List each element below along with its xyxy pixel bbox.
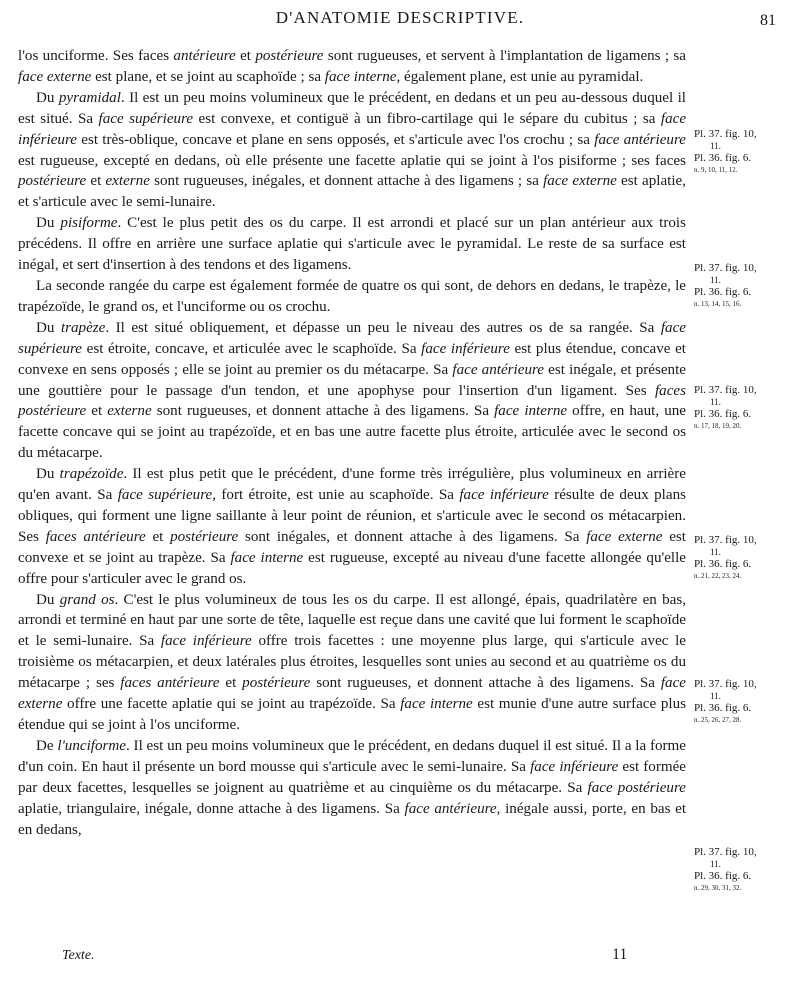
italic-term: postérieure	[18, 173, 87, 190]
text-run: Du	[36, 466, 60, 483]
page-number: 81	[760, 12, 776, 29]
signature-mark: 11	[612, 946, 628, 963]
text-run: et	[235, 48, 256, 64]
text-run: est convexe et se joint au trapèze. Sa	[18, 528, 686, 566]
paragraph	[18, 590, 686, 736]
margin-reference: Pl. 37. fig. 10, 11. Pl. 36. fig. 6. n. 29, 30, 31, 32.	[694, 846, 757, 892]
italic-term: externe	[107, 403, 152, 420]
margin-reference: Pl. 37. fig. 10, 11. Pl. 36. fig. 6. n. 9, 10, 11, 12.	[694, 128, 757, 174]
text-run: est étroite, concave, et articulée avec le scaphoïde. Sa	[82, 340, 422, 357]
text-run: Du	[36, 89, 59, 106]
italic-term: postérieure	[255, 48, 324, 64]
italic-term: face inférieure	[160, 633, 252, 650]
italic-term: pyramidal	[58, 89, 121, 106]
text-run: est plane, et se joint au scaphoïde ; sa	[91, 68, 325, 85]
margin-reference: Pl. 37. fig. 10, 11. Pl. 36. fig. 6. n. 17, 18, 19, 20.	[694, 384, 757, 430]
italic-term: face inférieure	[421, 340, 510, 357]
italic-term: face externe	[586, 528, 663, 545]
italic-term: face supérieure	[18, 319, 686, 357]
italic-term: face postérieure	[587, 779, 686, 796]
text-run: . Il est situé obliquement, et dépasse un peu le niveau des autres os de sa rangée. Sa	[105, 319, 661, 336]
italic-term: face interne	[230, 549, 304, 566]
text-run: Du	[36, 215, 61, 232]
paragraph	[18, 276, 686, 318]
text-run: sont rugueuses, et servent à l'implantation de ligamens ; sa	[323, 48, 686, 64]
italic-term: face inférieure	[530, 758, 619, 775]
text-run: est formée par deux facettes, lesquelles se joignent au quatrième et au cinquième os du métacarpe. Sa	[18, 758, 686, 796]
paragraph	[18, 318, 686, 464]
margin-reference: Pl. 37. fig. 10, 11. Pl. 36. fig. 6. n. 13, 14, 15, 16.	[694, 262, 757, 308]
running-title: D'ANATOMIE DESCRIPTIVE.	[275, 8, 525, 27]
text-run: est rugueuse, excepté au niveau d'une facette allongée qu'elle offre pour s'articuler avec le grand os.	[18, 549, 687, 587]
italic-term: faces antérieure	[45, 528, 146, 545]
text-run: l'os unciforme. Ses faces	[18, 48, 174, 64]
text-run: sont rugueuses, et donnent attache à des ligamens. Sa	[151, 403, 495, 420]
footer-label: Texte.	[62, 948, 95, 963]
italic-term: l'unciforme	[57, 737, 126, 754]
text-run: , fort étroite, est unie au scaphoïde. Sa	[212, 487, 460, 504]
italic-term: postérieure	[242, 675, 311, 692]
text-run: sont inégales, et donnent attache à des ligamens. Sa	[238, 528, 587, 545]
italic-term: face inférieure	[459, 487, 549, 504]
text-run: Du	[36, 591, 60, 608]
italic-term: antérieure	[173, 48, 236, 64]
italic-term: faces postérieure	[18, 382, 686, 420]
italic-term: face interne	[324, 68, 397, 85]
text-run: et	[86, 173, 106, 190]
text-run: Du	[36, 319, 61, 336]
italic-term: face supérieure	[98, 110, 194, 127]
text-run: De	[36, 737, 58, 754]
italic-term: trapézoïde	[59, 466, 124, 483]
text-run: est munie d'une autre surface plus étendue qui se joint à l'os unciforme.	[18, 696, 686, 733]
italic-term: face externe	[18, 675, 686, 713]
paragraph	[18, 46, 686, 88]
margin-reference: Pl. 37. fig. 10, 11. Pl. 36. fig. 6. n. 21, 22, 23, 24.	[694, 534, 757, 580]
text-run: est convexe, et contiguë à un fibro-cartilage qui le sépare du cubitus ; sa	[193, 110, 661, 127]
italic-term: faces antérieure	[120, 675, 220, 692]
italic-term: face antérieure	[452, 361, 544, 378]
italic-term: face interne	[400, 696, 473, 713]
text-run: est rugueuse, excepté en dedans, où elle présente une facette aplatie qui se joint à l'os pisiforme ; ses faces	[18, 152, 686, 169]
margin-reference: Pl. 37. fig. 10, 11. Pl. 36. fig. 6. n. 25, 26, 27, 28.	[694, 678, 757, 724]
text-run: et	[86, 403, 108, 420]
text-run: et	[219, 675, 243, 692]
paragraph	[18, 213, 686, 276]
paragraph	[18, 464, 686, 589]
italic-term: trapèze	[60, 319, 106, 336]
italic-term: face externe	[543, 173, 617, 190]
paragraph	[18, 736, 686, 841]
text-run: est plus étendue, concave et convexe en sens opposés ; elle se joint au premier os du métacarpe. Sa	[18, 340, 687, 378]
text-run: , également plane, est unie au pyramidal.	[396, 68, 644, 85]
text-run: offre, en haut, une facette concave qui se joint au trapézoïde, et en bas une autre facette plus étroite, articulée avec le second os du métacarpe.	[18, 403, 686, 462]
italic-term: face inférieure	[18, 110, 687, 148]
italic-term: face interne	[494, 403, 568, 420]
italic-term: postérieure	[170, 528, 239, 545]
text-run: . Il est un peu moins volumineux que le précédent, en dedans duquel il est situé. Il a la forme d'un coin. En haut il présente un bord mousse qui s'articule avec le semi-lunaire. Sa	[18, 737, 686, 775]
text-run: offre trois facettes : une moyenne plus large, qui s'articule avec le troisième os métacarpien, et deux latérales plus étroites, lesquelles sont unies au second et au quatrième os du métacarpe ; ses	[18, 633, 686, 692]
text-run: aplatie, triangulaire, inégale, donne attache à des ligamens. Sa	[18, 800, 405, 817]
text-run: est très-oblique, concave et plane en sens opposés, et s'articule avec l'os crochu ; sa	[76, 131, 595, 148]
text-run: offre une facette aplatie qui se joint au trapézoïde. Sa	[62, 696, 401, 713]
italic-term: face antérieure	[404, 800, 497, 817]
text-run: , inégale aussi, porte, en bas et en dedans,	[18, 800, 687, 838]
text-run: est inégale, et présente une gouttière pour le passage d'un tendon, et une apophyse pour l'insertion d'un ligament. Ses	[18, 361, 686, 399]
italic-term: pisiforme	[60, 215, 118, 232]
text-run: résulte de deux plans obliques, qui forment une ligne saillante à leur point de réunion, et s'articule avec le second os métacarpien. Ses	[18, 487, 686, 545]
text-run: est aplatie, et s'articule avec le semi-lunaire.	[18, 173, 686, 211]
text-body	[18, 46, 686, 840]
italic-term: grand os	[59, 591, 115, 608]
text-run: sont rugueuses, inégales, et donnent attache à des ligamens ; sa	[149, 173, 544, 190]
text-run: et	[145, 528, 171, 545]
text-run: . Il est plus petit que le précédent, d'une forme très irrégulière, plus volumineux en arrière qu'en avant. Sa	[18, 466, 686, 504]
italic-term: face externe	[18, 68, 92, 85]
italic-term: face supérieure	[117, 487, 213, 504]
italic-term: externe	[105, 173, 150, 190]
text-run: La seconde rangée du carpe est également formée de quatre os qui sont, de dehors en dedans, le trapèze, le trapézoïde, le grand os, et l'unciforme ou os crochu.	[18, 277, 686, 315]
text-run: sont rugueuses, et donnent attache à des ligamens. Sa	[310, 675, 661, 692]
paragraph	[18, 88, 686, 213]
italic-term: face antérieure	[594, 131, 686, 148]
text-run: . C'est le plus petit des os du carpe. Il est arrondi et placé sur un plan antérieur aux trois précédens. Il offre en arrière une surface aplatie qui s'articule avec le pyramidal. Le reste de sa surface est inégal, et sert d'insertion à des tendons et des ligamens.	[18, 215, 686, 274]
text-run: . Il est un peu moins volumineux que le précédent, en dedans et un peu au-dessous duquel il est situé. Sa	[18, 89, 686, 127]
text-run: . C'est le plus volumineux de tous les os du carpe. Il est allongé, épais, quadrilatère en bas, arrondi et terminé en haut par une sorte de tête, laquelle est reçue dans une cavité que lui forment le scaphoïde et le semi-lunaire. Sa	[18, 591, 686, 650]
